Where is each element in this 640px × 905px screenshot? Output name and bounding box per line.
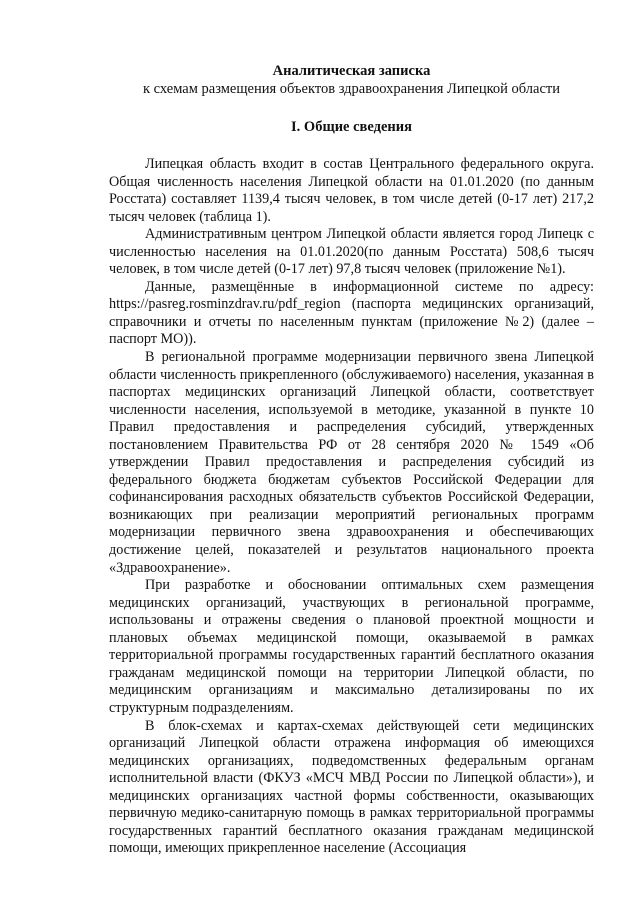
paragraph-regional-program: В региональной программе модернизации первичного звена Липецкой области численность прикрепленного (обслуживаемого) населения, указанная в паспортах медицинских организаций Липецкой области, соответствует численности населения, используемой в методике, указанной в пункте 10 Правил предоставления и распределения субсидий, утвержденных постановлением Правительства РФ от 28 сентября 2020 № 1549 «Об утверждении Правил предоставления и распределения субсидий из федерального бюджета бюджетам субъектов Российской Федерации для софинансирования расходных обязательств субъектов Российской Федерации, возникающих при реализации мероприятий региональных программ модернизации первичного звена здравоохранения и обеспечивающих достижение целей, показателей и результатов национального проекта «Здравоохранение». (109, 349, 594, 576)
document-subtitle: к схемам размещения объектов здравоохранения Липецкой области (142, 81, 561, 97)
section-heading: I. Общие сведения (291, 119, 412, 135)
document-page (109, 62, 594, 858)
paragraph-block-schemes: В блок-схемах и картах-схемах действующей сети медицинских организаций Липецкой области отражена информация об имеющихся медицинских организациях, подведомственных федеральным органам исполнительной власти (ФКУЗ «МСЧ МВД России по Липецкой области»), и медицинских организациях частной формы собственности, оказывающих первичную медико-санитарную помощь в рамках территориальной программы государственных гарантий бесплатного оказания гражданам медицинской помощи, имеющих прикрепленное население (Ассоциация (109, 717, 594, 857)
document-title: Аналитическая записка (272, 63, 431, 79)
paragraph-optimal-schemes: При разработке и обосновании оптимальных схем размещения медицинских организаций, участвующих в региональной программе, использованы и отражены сведения о плановой проектной мощности и плановых объемах медицинской помощи, оказываемой в рамках территориальной программы государственных гарантий бесплатного оказания гражданам медицинской помощи на территории Липецкой области, по медицинским организациям и максимально детализированы по их структурным подразделениям. (109, 577, 594, 716)
paragraph-data-source: Данные, размещённые в информационной системе по адресу: https://pasreg.rosminzdrav.ru/pdf_region (паспорта медицинских организаций, справочники и отчеты по населенным пунктам (приложение №2) (далее – паспорт МО)). (109, 278, 594, 348)
paragraph-admin-center: Административным центром Липецкой области является город Липецк с численностью населения на 01.01.2020(по данным Росстата) 508,6 тысяч человек, в том числе детей (0-17 лет) 97,8 тысяч человек (приложение №1). (109, 226, 594, 278)
paragraph-population: Липецкая область входит в состав Центрального федерального округа. Общая численность населения Липецкой области на 01.01.2020 (по данным Росстата) составляет 1139,4 тысяч человек, в том числе детей (0-17 лет) 217,2 тысяч человек (таблица 1). (109, 156, 594, 225)
